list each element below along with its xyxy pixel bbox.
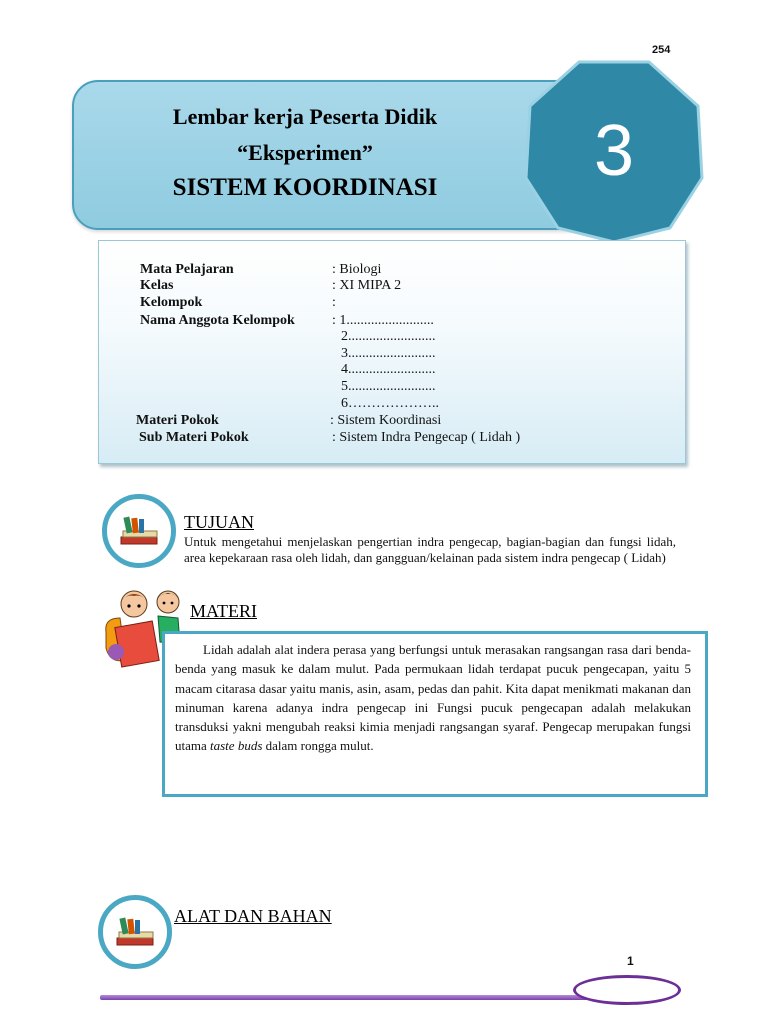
info-value-mata-pelajaran: : Biologi <box>332 262 382 277</box>
member-line-2: 2......................... <box>341 329 436 344</box>
worksheet-title: Lembar kerja Peserta Didik <box>172 104 438 129</box>
info-value-kelompok: : <box>332 295 336 310</box>
info-label-anggota: Nama Anggota Kelompok <box>140 313 295 328</box>
member-line-4: 4......................... <box>341 362 436 377</box>
footer-line <box>100 995 600 1000</box>
page-number: 254 <box>652 44 671 56</box>
materi-text <box>175 640 691 756</box>
materi-text-end: dalam rongga mulut. <box>265 738 374 754</box>
info-value-kelas: : XI MIPA 2 <box>332 278 402 293</box>
member-line-3: 3......................... <box>341 346 436 361</box>
books-icon <box>115 916 157 948</box>
info-label-mata-pelajaran: Mata Pelajaran <box>140 262 234 277</box>
info-value-anggota-1: : 1......................... <box>332 313 434 328</box>
info-label-kelompok: Kelompok <box>140 295 203 310</box>
member-line-6: 6……………….. <box>341 396 439 411</box>
member-line-5: 5......................... <box>341 379 436 394</box>
tujuan-heading: TUJUAN <box>184 512 254 532</box>
footer-oval <box>573 975 681 1005</box>
alat-heading: ALAT DAN BAHAN <box>174 906 332 926</box>
info-value-sub-materi: : Sistem Indra Pengecap ( Lidah ) <box>332 430 521 445</box>
materi-box <box>162 631 708 797</box>
info-label-materi-pokok: Materi Pokok <box>136 413 219 428</box>
info-value-materi-pokok: : Sistem Koordinasi <box>330 413 442 428</box>
materi-text-main: Lidah adalah alat indera perasa yang berfungsi untuk merasakan rangsangan rasa dari benda-benda yang masuk ke dalam mulut. Pada permukaan lidah terdapat pucuk pengecapan, yaitu 5 macam citarasa dasar yaitu manis, asin, asam, pedas dan pahit. Kita dapat menikmati makanan dan minuman karena adanya indra pengecap ini Fungsi pucuk pengecapan adalah melakukan transduksi yakni mengubah reaksi kimia menjadi rangsangan syaraf. Pengecap merupakan fungsi utama <box>175 642 691 754</box>
tujuan-icon-circle <box>102 494 176 568</box>
alat-icon-circle <box>98 895 172 969</box>
tujuan-text: Untuk mengetahui menjelaskan pengertian indra pengecap, bagian-bagian dan fungsi lidah, area kepekaraan rasa oleh lidah, dan gangguan/kelainan pada sistem indra pengecap ( Lidah) <box>184 534 676 565</box>
chapter-number: 3 <box>593 111 635 191</box>
footer-page-number: 1 <box>627 954 634 968</box>
info-label-kelas: Kelas <box>140 278 174 293</box>
materi-heading: MATERI <box>190 601 257 621</box>
worksheet-subtitle: “Eksperimen” <box>237 140 373 165</box>
info-label-sub-materi: Sub Materi Pokok <box>139 430 249 445</box>
materi-text-italic: taste buds <box>210 738 263 754</box>
books-icon <box>119 515 161 547</box>
chapter-title: SISTEM KOORDINASI <box>172 174 438 201</box>
